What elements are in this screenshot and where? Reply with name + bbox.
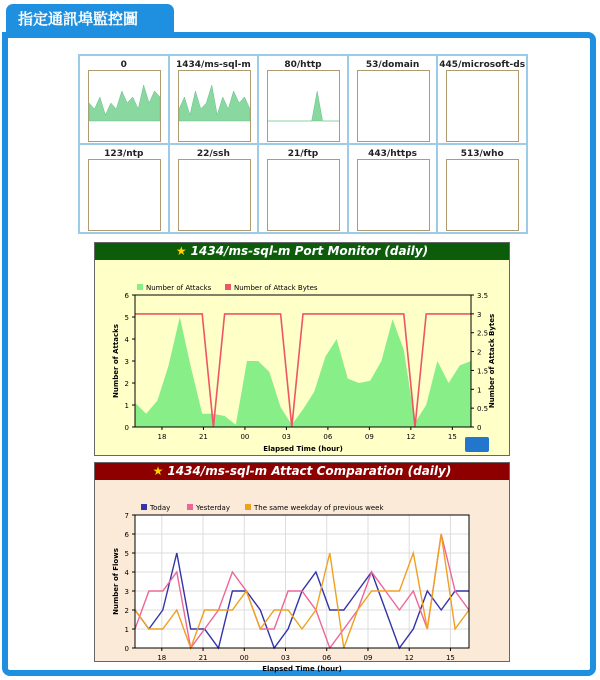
port-label: 22/ssh bbox=[196, 149, 230, 159]
x-axis-label: Elapsed Time (hour) bbox=[263, 445, 343, 453]
x-tick-label: 21 bbox=[198, 654, 208, 662]
port-sparkline bbox=[88, 159, 161, 231]
port-label: 1434/ms-sql-m bbox=[175, 60, 251, 70]
x-tick-label: 15 bbox=[447, 433, 457, 441]
y2-tick-label: 3 bbox=[477, 310, 482, 319]
chart-title: 1434/ms-sql-m Port Monitor (daily) bbox=[190, 244, 429, 258]
page-title-tab bbox=[6, 4, 174, 34]
x-tick-label: 06 bbox=[323, 433, 333, 441]
port-sparkline bbox=[178, 70, 251, 142]
port-cell[interactable] bbox=[258, 144, 348, 233]
y-tick-label: 0 bbox=[124, 645, 129, 653]
y-tick-label: 1 bbox=[124, 402, 129, 410]
y-tick-label: 5 bbox=[124, 550, 129, 558]
y-tick-label: 1 bbox=[124, 626, 129, 634]
legend-swatch bbox=[137, 284, 143, 290]
attack-comparison-title-bar bbox=[95, 463, 509, 480]
y-tick-label: 6 bbox=[124, 531, 129, 539]
x-tick-label: 09 bbox=[363, 654, 373, 662]
y-tick-label: 4 bbox=[124, 336, 129, 344]
y2-tick-label: 2.5 bbox=[477, 329, 489, 338]
y2-axis-label: Number of Attack Bytes bbox=[488, 313, 496, 409]
x-tick-label: 03 bbox=[281, 654, 290, 662]
port-label: 21/ftp bbox=[287, 149, 319, 159]
y2-tick-label: 0 bbox=[477, 424, 482, 432]
x-tick-label: 21 bbox=[198, 433, 208, 441]
x-tick-label: 18 bbox=[157, 433, 167, 441]
port-cell[interactable] bbox=[437, 55, 527, 144]
port-label: 445/microsoft-ds bbox=[439, 60, 526, 70]
port-sparkline bbox=[178, 159, 251, 231]
page-title: 指定通訊埠監控圖 bbox=[18, 10, 139, 28]
port-monitor-panel bbox=[94, 242, 510, 456]
port-monitor-title-bar bbox=[95, 243, 509, 260]
port-sparkline bbox=[357, 159, 430, 231]
port-cell[interactable] bbox=[79, 55, 169, 144]
x-tick-label: 06 bbox=[322, 654, 332, 662]
y-axis-label: Number of Attacks bbox=[112, 324, 120, 398]
port-label: 80/http bbox=[284, 60, 322, 70]
port-label: 123/ntp bbox=[104, 149, 144, 159]
port-cell[interactable] bbox=[437, 144, 527, 233]
x-tick-label: 03 bbox=[281, 433, 291, 441]
legend-label: The same weekday of previous week bbox=[254, 504, 384, 512]
x-axis-label: Elapsed Time (hour) bbox=[262, 665, 342, 673]
port-monitor-chart bbox=[95, 260, 509, 455]
y-tick-label: 2 bbox=[124, 607, 129, 615]
y-tick-label: 3 bbox=[124, 588, 129, 596]
y2-tick-label: 0.5 bbox=[477, 405, 489, 414]
sparkline-area bbox=[179, 85, 250, 121]
star-icon: ★ bbox=[152, 464, 164, 478]
port-sparkline bbox=[267, 159, 340, 231]
y-tick-label: 2 bbox=[124, 380, 129, 388]
port-sparkline bbox=[267, 70, 340, 142]
legend-swatch bbox=[245, 504, 251, 510]
legend-label: Yesterday bbox=[196, 504, 230, 512]
y-axis-label: Number of Flows bbox=[112, 548, 120, 615]
y2-tick-label: 1 bbox=[477, 386, 482, 395]
sparkline-area bbox=[89, 85, 160, 121]
vendor-logo-icon bbox=[465, 437, 489, 452]
port-cell[interactable] bbox=[348, 55, 438, 144]
y2-tick-label: 3.5 bbox=[477, 292, 489, 300]
legend-swatch bbox=[225, 284, 231, 290]
y-tick-label: 7 bbox=[124, 512, 129, 520]
attack-comparison-panel bbox=[94, 462, 510, 673]
chart-title: 1434/ms-sql-m Attact Comparation (daily) bbox=[167, 464, 452, 478]
y-tick-label: 5 bbox=[124, 314, 129, 322]
y2-tick-label: 2 bbox=[477, 348, 482, 357]
y-tick-label: 3 bbox=[124, 358, 129, 366]
attack-comparison-chart bbox=[95, 480, 509, 673]
legend-swatch bbox=[141, 504, 147, 510]
x-tick-label: 09 bbox=[364, 433, 374, 441]
legend-swatch bbox=[187, 504, 193, 510]
port-label: 513/who bbox=[460, 149, 504, 159]
port-label: 53/domain bbox=[365, 60, 420, 70]
port-sparkline bbox=[357, 70, 430, 142]
port-sparkline bbox=[446, 159, 519, 231]
port-sparkline bbox=[88, 70, 161, 142]
y2-tick-label: 1.5 bbox=[477, 367, 489, 376]
port-cell[interactable] bbox=[79, 144, 169, 233]
port-cell[interactable] bbox=[348, 144, 438, 233]
x-tick-label: 18 bbox=[157, 654, 167, 662]
port-cell[interactable] bbox=[169, 144, 259, 233]
x-tick-label: 15 bbox=[445, 654, 455, 662]
x-tick-label: 12 bbox=[406, 433, 416, 441]
sparkline-area bbox=[268, 91, 339, 121]
legend-label: Number of Attack Bytes bbox=[234, 284, 318, 292]
port-thumbnail-grid bbox=[78, 54, 528, 234]
port-sparkline bbox=[446, 70, 519, 142]
x-tick-label: 00 bbox=[239, 654, 249, 662]
y-tick-label: 4 bbox=[124, 569, 129, 577]
x-tick-label: 12 bbox=[404, 654, 414, 662]
y-tick-label: 6 bbox=[124, 292, 129, 300]
legend-label: Number of Attacks bbox=[146, 284, 212, 292]
star-icon: ★ bbox=[175, 244, 187, 258]
port-label: 0 bbox=[120, 60, 127, 70]
y-tick-label: 0 bbox=[124, 424, 129, 432]
port-cell[interactable] bbox=[258, 55, 348, 144]
x-tick-label: 00 bbox=[240, 433, 250, 441]
legend-label: Today bbox=[150, 504, 171, 512]
port-cell[interactable] bbox=[169, 55, 259, 144]
port-label: 443/https bbox=[368, 149, 418, 159]
